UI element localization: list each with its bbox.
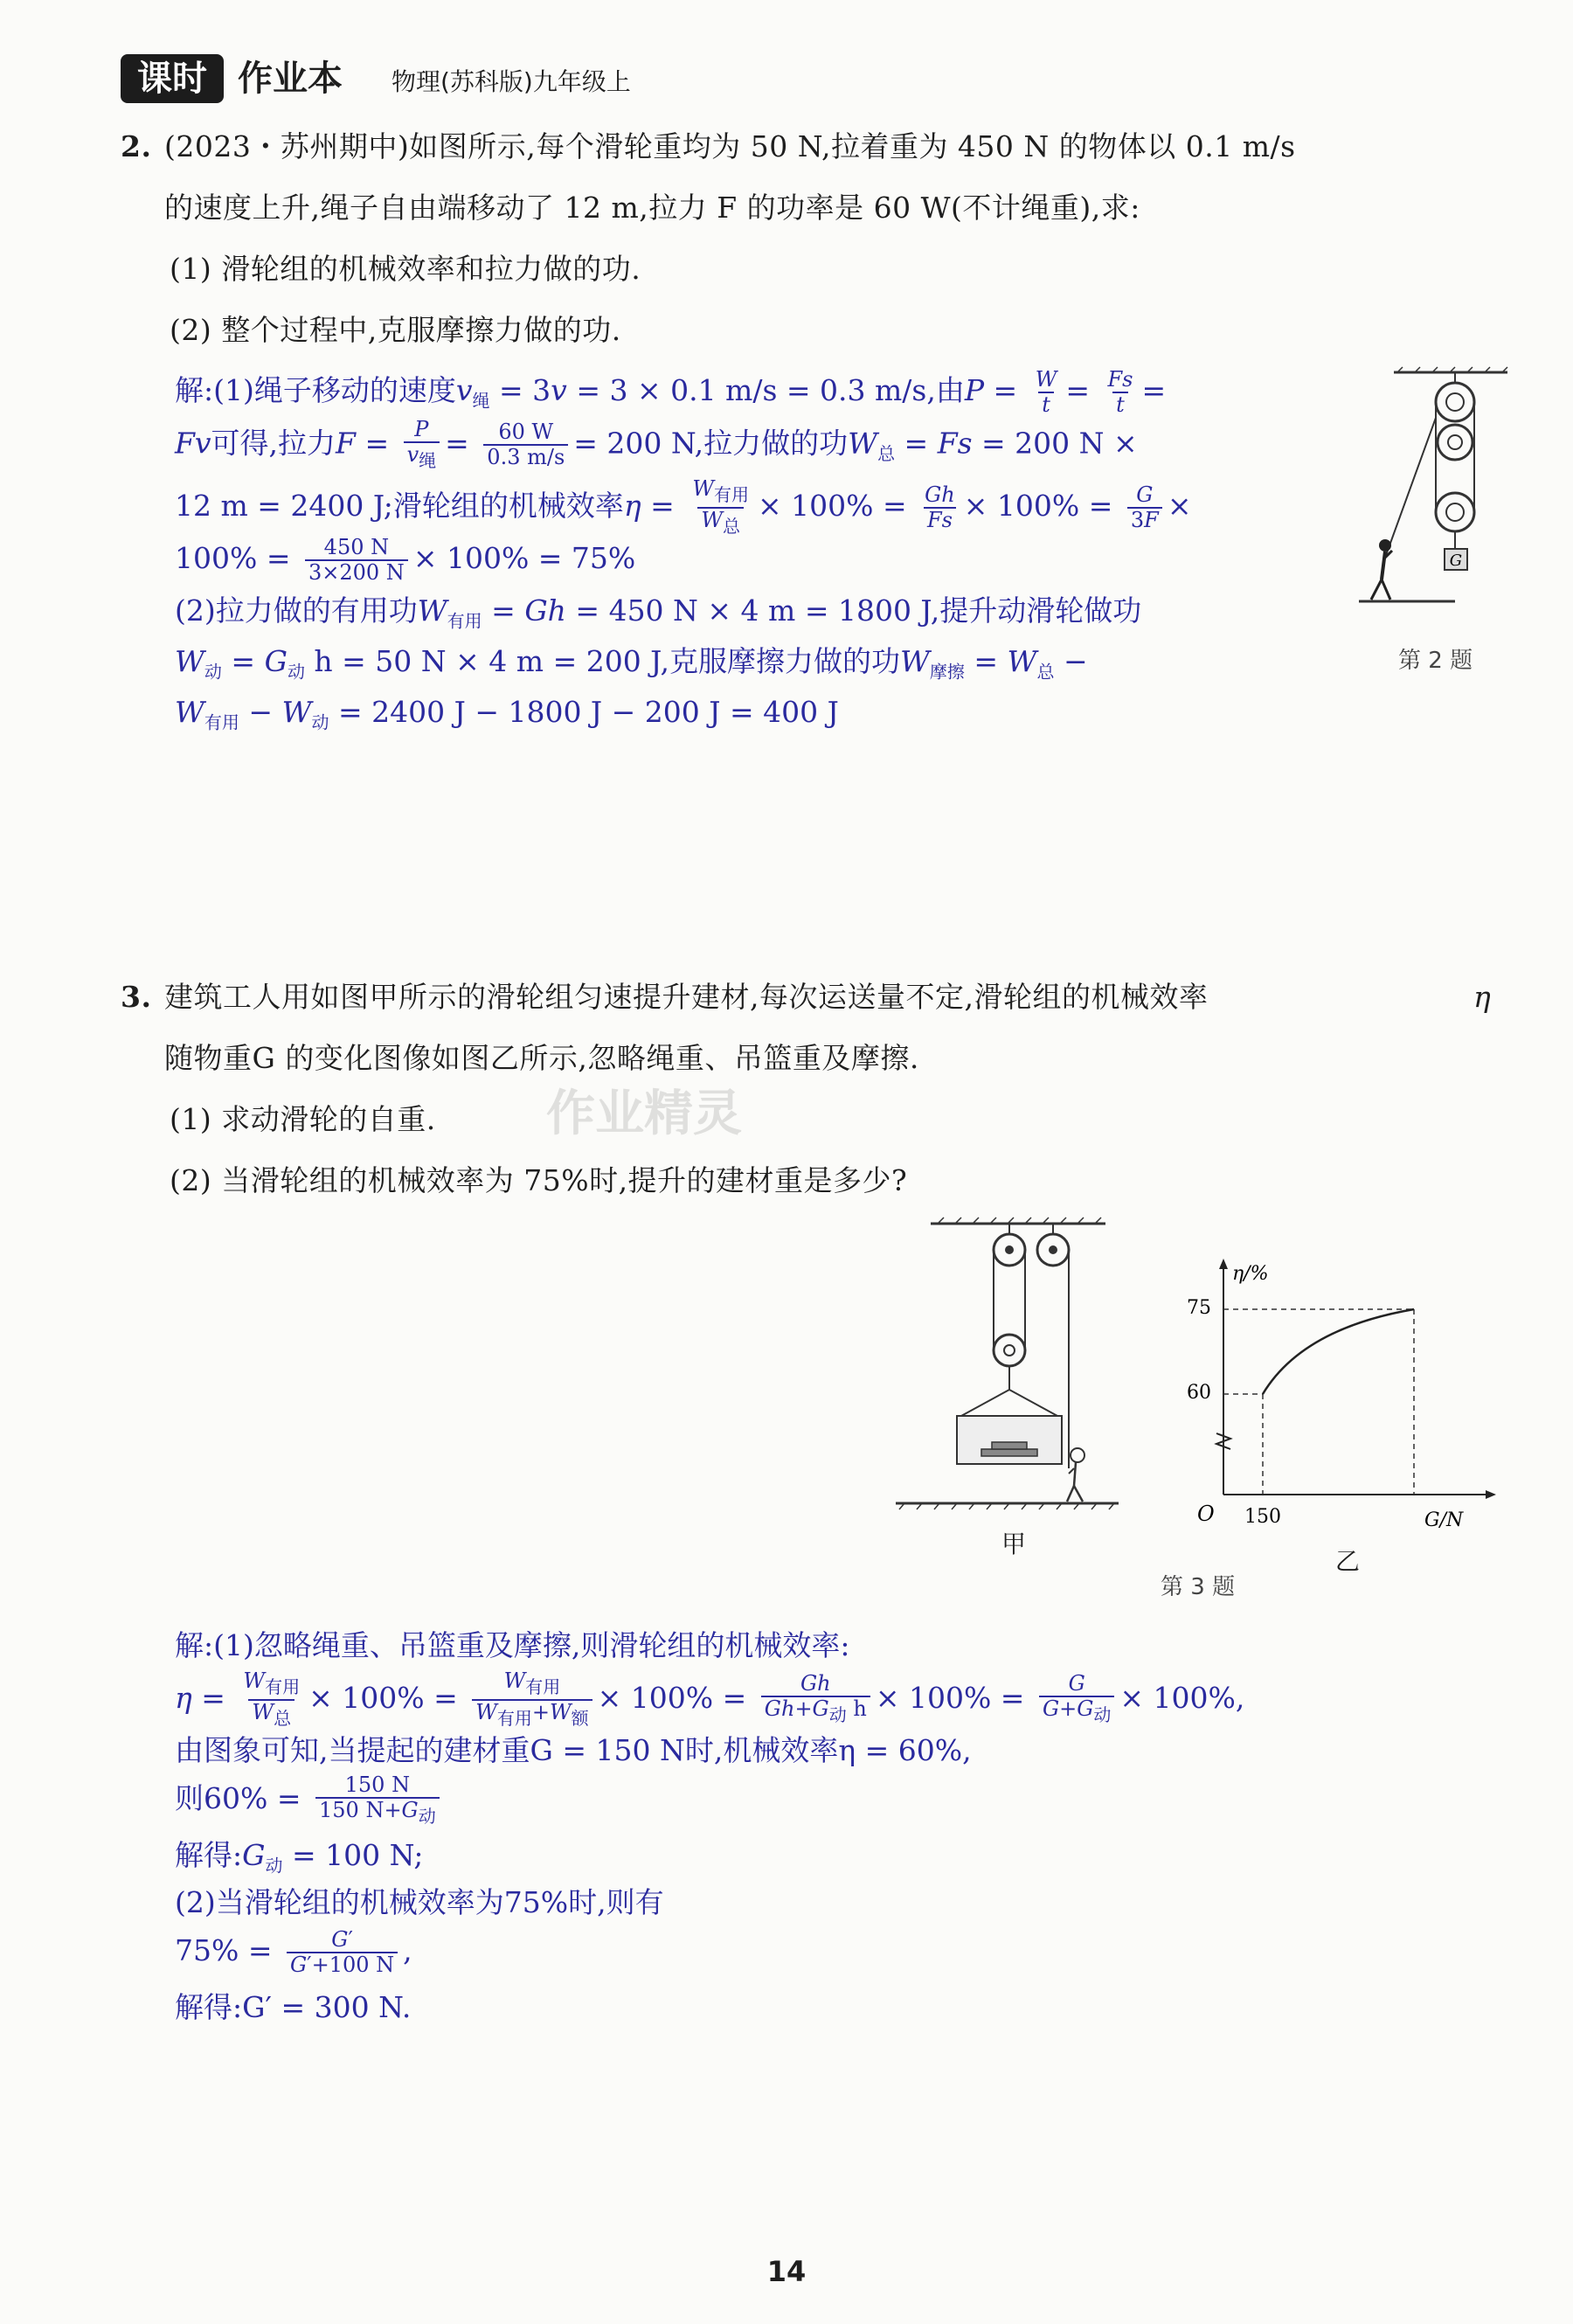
q3-solution-line-6: (2)当滑轮组的机械效率为75%时,则有 <box>175 1885 664 1919</box>
watermark: 作业精灵 <box>546 1086 742 1142</box>
page-number: 14 <box>766 2255 807 2288</box>
q3-figure-caption: 第 3 题 <box>1161 1574 1236 1600</box>
q3-number: 3. <box>121 980 152 1014</box>
q3-solution-line-1: 解:(1)忽略绳重、吊篮重及摩擦,则滑轮组的机械效率: <box>175 1628 850 1662</box>
q2-solution-line-5: (2)拉力做的有用功$W_{有用} = Gh = 450$ N × 4 m = 1800 J,提升动滑轮做功 <box>175 593 1142 632</box>
q2-line-4: (2) 整个过程中,克服摩擦力做的功. <box>170 313 621 347</box>
header-book-title: 作业本 <box>238 59 343 99</box>
chart-x-tick-150: 150 <box>1244 1506 1281 1528</box>
chart-x-label: G/N <box>1424 1509 1464 1531</box>
q2-solution-line-6: $W_动 = G_动$ h = 50 N × 4 m = 200 J,克服摩擦力做的功$W_{摩擦} = W_总$ − <box>175 644 1088 683</box>
q3-solution-line-5: 解得$:G_动 = 100$ N; <box>175 1838 424 1877</box>
q3-solution-line-8: 解得:G′ = 300 N. <box>175 1990 412 2024</box>
q3-line-4: (2) 当滑轮组的机械效率为 75%时,提升的建材重是多少? <box>170 1163 908 1197</box>
q3-solution-line-4: 则60% = $\frac{150 N}{150 N+G_动}$ <box>175 1772 445 1828</box>
chart-y-tick-75: 75 <box>1187 1297 1211 1319</box>
chart-origin-label: O <box>1197 1502 1215 1526</box>
q3-solution-line-2: η = $\frac{W_{有用}}{W_总}$ × 100% = $\frac{W_{有用}}{W_{有用}+W_额}$ × 100% = $\frac{Gh}{Gh+G_动 h}$ × 100% = $\frac{G}{G+G_动}$ × 100%, <box>175 1668 1245 1729</box>
q2-solution-line-3: 12 m = 2400 J;滑轮组的机械效率η = $\frac{W_{有用}}{W_总}$ × 100% = $\frac{Gh}{Fs}$ × 100% = $\frac{G}{3F}$ × <box>175 476 1192 537</box>
q2-number: 2. <box>121 129 152 163</box>
q2-line-2: 的速度上升,绳子自由端移动了 12 m,拉力 F 的功率是 60 W(不计绳重),求: <box>164 191 1140 225</box>
q3-line-2: 随物重G 的变化图像如图乙所示,忽略绳重、吊篮重及摩擦. <box>164 1041 919 1075</box>
q3-solution-line-3: 由图象可知,当提起的建材重G = 150 N时,机械效率η = 60%, <box>175 1733 972 1767</box>
chart-y-label: η/% <box>1232 1263 1269 1285</box>
q2-solution-line-7: $W_{有用} - W_动 = 2400$ J − 1800 J − 200 J = 400 J <box>175 695 839 733</box>
q3-figure-a-pulley <box>896 1215 1123 1512</box>
q3-line-3: (1) 求动滑轮的自重. <box>170 1102 436 1136</box>
q2-solution-line-2: Fv可得,拉力F = $\frac{P}{v_绳}$ = $\frac{60 W}{0.3 m/s}$ = 200 N,拉力做的功$W_总 = Fs = 200$ N × <box>175 417 1138 471</box>
q2-pulley-figure <box>1359 365 1516 628</box>
header-subject: 物理(苏科版)九年级上 <box>392 67 631 96</box>
q3-line-1: 建筑工人用如图甲所示的滑轮组匀速提升建材,每次运送量不定,滑轮组的机械效率 <box>164 980 1209 1014</box>
q3-eta-symbol: η <box>1473 980 1492 1014</box>
svg-text:G: G <box>1449 552 1463 570</box>
q2-solution-line-1: 解:(1)绳子移动的速度$v_绳 = 3v = 3 \times 0.1$ m/s = 0.3 m/s,由P = $\frac{W}{t}$ = $\frac{Fs}{t}$ = <box>175 367 1167 417</box>
chart-series-eta <box>1263 1309 1414 1394</box>
q3-solution-line-7: 75% = $\frac{G'}{G'+100 N}$ , <box>175 1927 412 1977</box>
q3-figure-b-label: 乙 <box>1335 1547 1361 1576</box>
q2-line-3: (1) 滑轮组的机械效率和拉力做的功. <box>170 252 641 286</box>
q3-figure-a-label: 甲 <box>1001 1530 1027 1558</box>
q2-solution-line-4: 100% = $\frac{450 N}{3\times 200 N}$ × 100% = 75% <box>175 535 636 585</box>
header-logo: 课时 <box>121 54 224 103</box>
q3-figure-b-chart <box>1171 1259 1503 1538</box>
q2-line-1: (2023・苏州期中)如图所示,每个滑轮重均为 50 N,拉着重为 450 N 的物体以 0.1 m/s <box>164 129 1296 163</box>
q2-figure-caption: 第 2 题 <box>1398 648 1473 674</box>
chart-y-tick-60: 60 <box>1187 1382 1211 1404</box>
